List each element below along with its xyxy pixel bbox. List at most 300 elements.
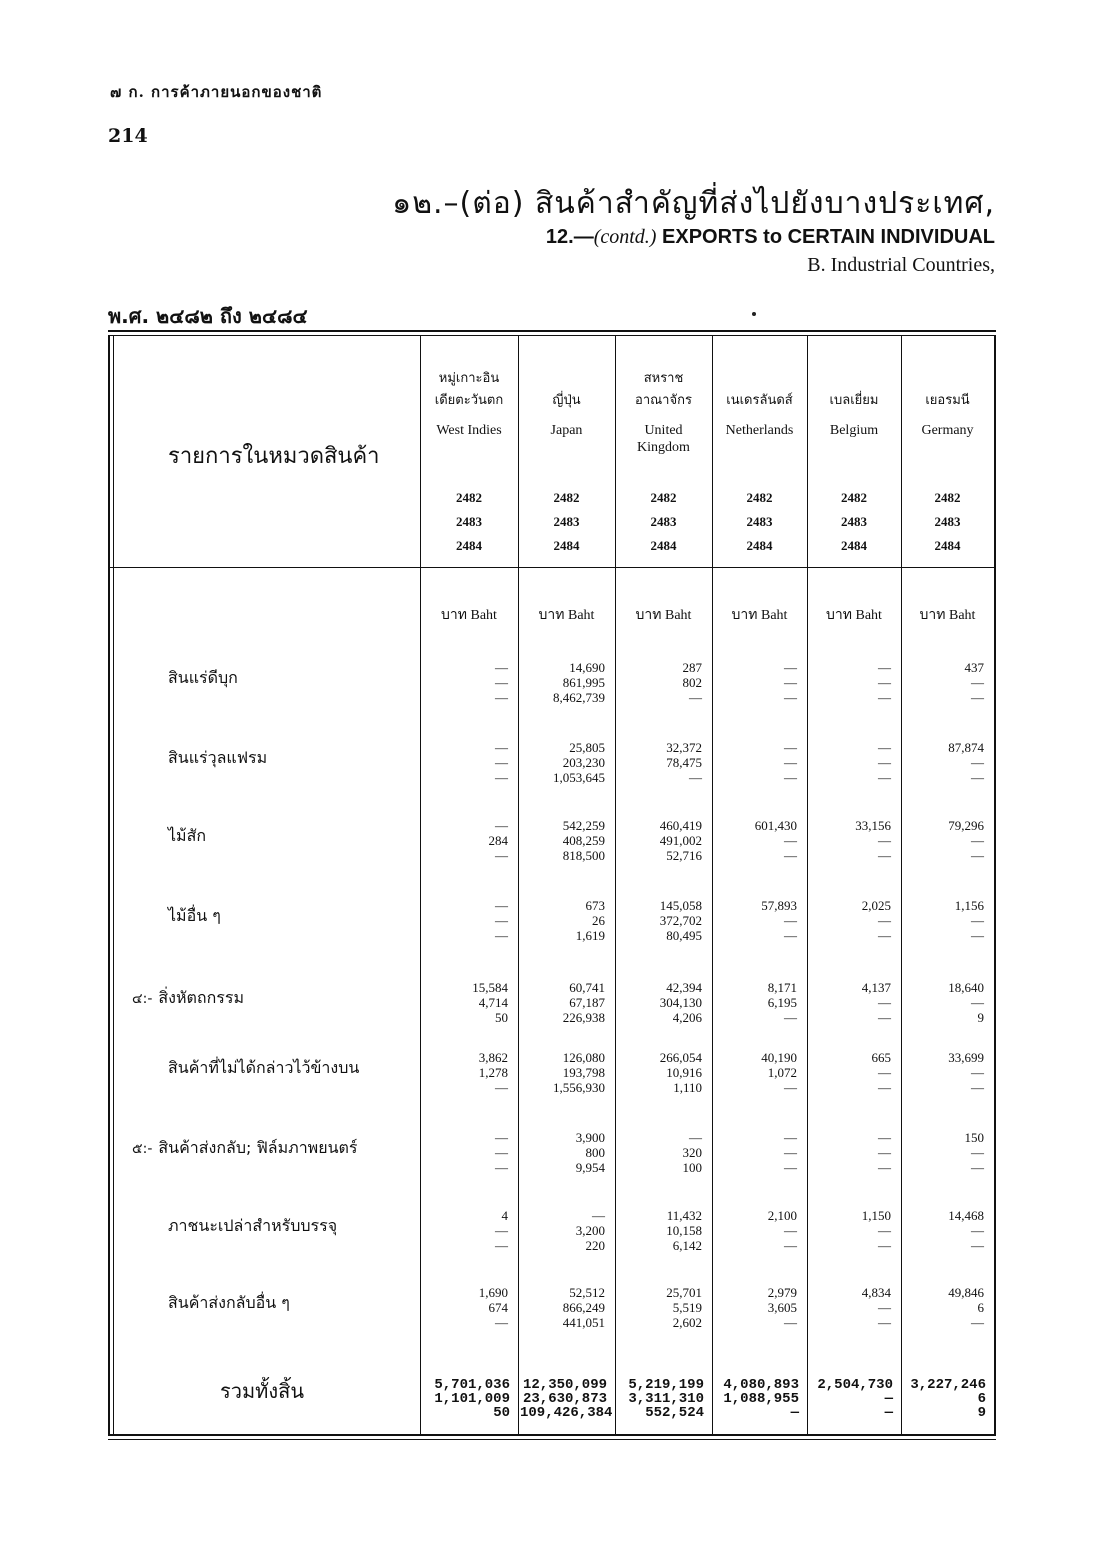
cell-value: 52,512 [569, 1285, 605, 1300]
data-cell [522, 1208, 605, 1253]
cell-value: 57,893 [761, 898, 797, 913]
table-left-rule-inner [113, 335, 114, 1435]
column-unit: บาท Baht [441, 608, 497, 623]
column-year: 2482 [746, 490, 773, 505]
row-label [168, 824, 206, 849]
column-year: 2484 [841, 538, 867, 553]
row-label [132, 1136, 358, 1161]
total-value: 50 [493, 1405, 510, 1421]
row-label-text: ไม้อื่น ๆ [168, 906, 221, 925]
data-cell [424, 1285, 508, 1330]
cell-value: 3,862 [478, 1050, 508, 1065]
data-cell [905, 1050, 984, 1095]
cell-value: 441,051 [562, 1315, 605, 1330]
column-header [518, 352, 615, 626]
cell-value: 491,002 [659, 833, 702, 848]
cell-value: — [878, 833, 891, 848]
column-unit: บาท Baht [635, 608, 692, 623]
column-year: 2482 [456, 490, 482, 505]
cell-value: 25,805 [569, 740, 605, 755]
cell-value: 6,195 [767, 995, 797, 1010]
cell-value: — [495, 675, 508, 690]
total-value: 3,227,246 [910, 1377, 986, 1393]
column-unit: บาท Baht [731, 608, 788, 623]
cell-value: 8,171 [767, 980, 797, 995]
data-cell [905, 660, 984, 705]
data-cell [424, 1130, 508, 1175]
data-cell [424, 1050, 508, 1095]
cell-value: — [878, 1065, 891, 1080]
cell-value: 14,690 [569, 660, 605, 675]
data-cell [716, 980, 797, 1025]
column-thai-line: เยอรมนี [925, 393, 970, 408]
cell-value: 1,110 [673, 1080, 702, 1095]
row-label [168, 904, 221, 929]
column-thai-name [901, 352, 994, 412]
total-value: 4,080,893 [723, 1377, 799, 1393]
column-year: 2483 [650, 514, 677, 529]
cell-value: 3,900 [575, 1130, 605, 1145]
row-label [168, 1056, 359, 1081]
column-thai-line: ญี่ปุ่น [552, 393, 581, 408]
title-eng-contd: (contd.) [593, 226, 657, 248]
cell-value: — [784, 1130, 797, 1145]
cell-value: 8,462,739 [553, 690, 605, 705]
cell-value: — [784, 755, 797, 770]
row-label [168, 666, 238, 691]
table-bottom-rule [108, 1434, 996, 1436]
cell-value: 26 [592, 913, 605, 928]
cell-value: — [495, 1160, 508, 1175]
cell-value: 15,584 [472, 980, 508, 995]
cell-value: — [784, 1080, 797, 1095]
data-cell [619, 1285, 702, 1330]
data-cell [905, 898, 984, 943]
table-top-rule [108, 330, 996, 332]
cell-value: 49,846 [948, 1285, 984, 1300]
cell-value: — [495, 690, 508, 705]
cell-value: — [971, 1065, 984, 1080]
cell-value: 2,025 [861, 898, 891, 913]
data-cell [522, 1285, 605, 1330]
column-years [420, 486, 518, 558]
column-years [712, 486, 807, 558]
row-code: ๔:- [132, 991, 153, 1007]
column-year: 2482 [650, 490, 677, 505]
cell-value: — [784, 1160, 797, 1175]
row-label [132, 986, 244, 1011]
column-thai-name [807, 352, 901, 412]
cell-value: — [784, 675, 797, 690]
cell-value: 542,259 [562, 818, 605, 833]
title-eng-prefix: 12.— [545, 226, 594, 248]
cell-value: 100 [682, 1160, 702, 1175]
data-cell [522, 818, 605, 863]
cell-value: 145,058 [659, 898, 702, 913]
cell-value: 5,519 [672, 1300, 702, 1315]
total-cell [617, 1378, 704, 1420]
cell-value: — [689, 690, 702, 705]
data-cell [811, 1208, 891, 1253]
data-cell [522, 1050, 605, 1095]
column-header [712, 352, 807, 626]
data-cell [905, 1208, 984, 1253]
column-thai-name [420, 352, 518, 412]
cell-value: 60,741 [569, 980, 605, 995]
cell-value: 460,419 [659, 818, 702, 833]
cell-value: 1,619 [575, 928, 605, 943]
data-cell [522, 898, 605, 943]
cell-value: — [495, 1223, 508, 1238]
cell-value: — [971, 675, 984, 690]
cell-value: — [971, 928, 984, 943]
total-cell [903, 1378, 986, 1420]
cell-value: — [495, 1080, 508, 1095]
cell-value: 78,475 [666, 755, 702, 770]
data-cell [716, 1285, 797, 1330]
cell-value: — [971, 995, 984, 1010]
cell-value: — [878, 1315, 891, 1330]
data-cell [716, 818, 797, 863]
total-value: 5,219,199 [628, 1377, 704, 1393]
row-label [168, 1291, 290, 1316]
row-label-text: สินค้าส่งกลับ; ฟิล์มภาพยนตร์ [158, 1138, 358, 1157]
total-value: 2,504,730 [817, 1377, 893, 1393]
cell-value: — [495, 913, 508, 928]
total-value: 109,426,384 [520, 1405, 613, 1421]
running-head: ๗ ก. การค้าภายนอกของชาติ [110, 83, 323, 101]
page-number: 214 [108, 125, 148, 147]
cell-value: — [784, 1223, 797, 1238]
cell-value: 203,230 [562, 755, 605, 770]
data-cell [716, 1208, 797, 1253]
cell-value: — [784, 1238, 797, 1253]
column-thai-name [712, 352, 807, 412]
cell-value: — [878, 1130, 891, 1145]
cell-value: 79,296 [948, 818, 984, 833]
stub-title: รายการในหมวดสินค้า [168, 444, 380, 469]
data-cell [811, 740, 891, 785]
column-thai-line: เนเดรลันดส์ [726, 393, 793, 408]
total-value: 1,101,009 [434, 1391, 510, 1407]
table-right-rule [994, 335, 996, 1435]
column-year: 2483 [553, 514, 580, 529]
row-label [168, 746, 267, 771]
column-thai-name [518, 352, 615, 412]
cell-value: — [495, 1130, 508, 1145]
cell-value: 320 [682, 1145, 702, 1160]
column-thai-line: เบลเยี่ยม [829, 393, 879, 408]
cell-value: — [878, 1145, 891, 1160]
cell-value: — [878, 690, 891, 705]
cell-value: — [784, 770, 797, 785]
cell-value: 866,249 [562, 1300, 605, 1315]
cell-value: 2,602 [672, 1315, 702, 1330]
data-cell [522, 740, 605, 785]
column-year: 2482 [553, 490, 580, 505]
cell-value: — [495, 1315, 508, 1330]
cell-value: — [878, 1010, 891, 1025]
cell-value: — [495, 660, 508, 675]
cell-value: 40,190 [761, 1050, 797, 1065]
cell-value: 14,468 [948, 1208, 984, 1223]
cell-value: — [971, 1145, 984, 1160]
cell-value: 42,394 [666, 980, 702, 995]
cell-value: — [784, 1010, 797, 1025]
cell-value: — [878, 770, 891, 785]
cell-value: — [784, 1315, 797, 1330]
total-value: 3,311,310 [628, 1391, 704, 1407]
cell-value: — [878, 913, 891, 928]
cell-value: 52,716 [666, 848, 702, 863]
column-year: 2482 [934, 490, 961, 505]
column-year: 2484 [456, 538, 482, 553]
data-cell [811, 660, 891, 705]
cell-value: 18,640 [948, 980, 984, 995]
cell-value: — [495, 928, 508, 943]
cell-value: — [971, 690, 984, 705]
column-unit: บาท Baht [826, 608, 882, 623]
total-value: — [790, 1405, 799, 1421]
total-value: 23,630,873 [522, 1391, 607, 1407]
cell-value: — [784, 690, 797, 705]
column-english-line: Belgium [829, 423, 879, 438]
cell-value: 287 [682, 660, 702, 675]
column-english-name [518, 422, 615, 456]
cell-value: 1,150 [861, 1208, 891, 1223]
row-label-text: สินค้าส่งกลับอื่น ๆ [168, 1293, 290, 1312]
column-year: 2482 [841, 490, 867, 505]
cell-value: — [495, 1238, 508, 1253]
cell-value: 9 [977, 1010, 984, 1025]
column-english-line: Japan [550, 423, 583, 438]
cell-value: — [971, 848, 984, 863]
cell-value: — [495, 848, 508, 863]
row-label-text: สินแร่วุลแฟรม [168, 748, 268, 767]
total-value: 9 [977, 1405, 986, 1421]
cell-value: — [878, 1238, 891, 1253]
data-cell [619, 1208, 702, 1253]
column-header [807, 352, 901, 626]
cell-value: 87,874 [948, 740, 984, 755]
data-cell [619, 660, 702, 705]
column-thai-line: อาณาจักร [635, 393, 692, 408]
cell-value: — [784, 833, 797, 848]
cell-value: 126,080 [562, 1050, 605, 1065]
row-label-text: สินค้าที่ไม่ได้กล่าวไว้ข้างบน [168, 1058, 360, 1077]
row-label-text: สินแร่ดีบุก [168, 668, 238, 687]
total-value: 1,088,955 [723, 1391, 799, 1407]
cell-value: — [784, 740, 797, 755]
column-year: 2484 [746, 538, 773, 553]
data-cell [811, 1050, 891, 1095]
data-cell [905, 980, 984, 1025]
column-english-line: Kingdom [637, 440, 690, 455]
table-top-rule-inner [108, 335, 996, 336]
total-label: รวมทั้งสิ้น [220, 1379, 304, 1403]
column-year: 2483 [934, 514, 961, 529]
data-cell [716, 1050, 797, 1095]
cell-value: — [878, 675, 891, 690]
data-cell [424, 1208, 508, 1253]
cell-value: — [971, 1080, 984, 1095]
cell-value: — [971, 1223, 984, 1238]
data-cell [424, 740, 508, 785]
data-cell [811, 1285, 891, 1330]
cell-value: — [878, 1300, 891, 1315]
cell-value: — [495, 1145, 508, 1160]
title-thai: ๑๒.–(ต่อ) สินค้าสำคัญที่ส่งไปยังบางประเทศ, [392, 186, 995, 221]
cell-value: — [878, 995, 891, 1010]
data-cell [522, 1130, 605, 1175]
cell-value: — [592, 1208, 605, 1223]
cell-value: — [784, 928, 797, 943]
total-cell [714, 1378, 799, 1420]
cell-value: 9,954 [575, 1160, 605, 1175]
cell-value: — [971, 1315, 984, 1330]
data-cell [905, 1285, 984, 1330]
column-unit: บาท Baht [919, 608, 976, 623]
cell-value: — [878, 1080, 891, 1095]
data-cell [424, 980, 508, 1025]
cell-value: — [495, 740, 508, 755]
data-cell [424, 818, 508, 863]
total-value: 6 [977, 1391, 986, 1407]
data-cell [811, 980, 891, 1025]
column-thai-line: สหราช [643, 371, 684, 386]
column-thai-line: หมู่เกาะอิน [438, 371, 500, 386]
column-english-line: United [644, 423, 683, 438]
column-unit: บาท Baht [538, 608, 595, 623]
table-bottom-rule-inner [108, 1439, 996, 1440]
cell-value: 4,714 [478, 995, 508, 1010]
column-year: 2484 [553, 538, 580, 553]
cell-value: 673 [585, 898, 605, 913]
cell-value: — [971, 770, 984, 785]
cell-value: — [878, 928, 891, 943]
cell-value: 818,500 [562, 848, 605, 863]
cell-value: 601,430 [754, 818, 797, 833]
data-cell [811, 898, 891, 943]
cell-value: — [689, 770, 702, 785]
column-year: 2484 [934, 538, 961, 553]
cell-value: 193,798 [562, 1065, 605, 1080]
column-year: 2483 [456, 514, 482, 529]
column-years [807, 486, 901, 558]
cell-value: 1,278 [478, 1065, 508, 1080]
cell-value: 150 [964, 1130, 984, 1145]
data-cell [619, 1050, 702, 1095]
cell-value: 226,938 [562, 1010, 605, 1025]
cell-value: — [495, 770, 508, 785]
cell-value: 800 [585, 1145, 605, 1160]
cell-value: — [689, 1130, 702, 1145]
data-cell [424, 660, 508, 705]
data-cell [619, 740, 702, 785]
column-thai-line: เดียตะวันตก [434, 393, 504, 408]
cell-value: — [495, 898, 508, 913]
total-value: — [884, 1405, 893, 1421]
row-label-text: ภาชนะเปล่าสำหรับบรรจุ [168, 1216, 338, 1235]
cell-value: — [784, 660, 797, 675]
column-header [615, 352, 712, 626]
cell-value: 665 [871, 1050, 891, 1065]
cell-value: 6,142 [672, 1238, 702, 1253]
cell-value: — [971, 913, 984, 928]
data-cell [905, 818, 984, 863]
cell-value: 1,156 [954, 898, 984, 913]
column-english-name [420, 422, 518, 456]
cell-value: 1,053,645 [553, 770, 605, 785]
cell-value: 2,100 [767, 1208, 797, 1223]
total-cell [809, 1378, 893, 1420]
cell-value: 4,834 [861, 1285, 891, 1300]
cell-value: 50 [495, 1010, 508, 1025]
cell-value: — [495, 755, 508, 770]
row-label [168, 1214, 337, 1239]
column-english-line: Netherlands [725, 423, 794, 438]
column-thai-name [615, 352, 712, 412]
column-english-line: West Indies [436, 423, 502, 438]
title-english [546, 226, 995, 249]
data-cell [619, 980, 702, 1025]
total-value: 5,701,036 [434, 1377, 510, 1393]
cell-value: 4 [501, 1208, 508, 1223]
data-cell [619, 818, 702, 863]
column-english-name [712, 422, 807, 456]
cell-value: — [784, 848, 797, 863]
cell-value: 802 [682, 675, 702, 690]
data-cell [522, 980, 605, 1025]
cell-value: 408,259 [562, 833, 605, 848]
cell-value: 372,702 [659, 913, 702, 928]
cell-value: 10,158 [666, 1223, 702, 1238]
cell-value: 33,156 [855, 818, 891, 833]
cell-value: 437 [964, 660, 984, 675]
column-year: 2483 [746, 514, 773, 529]
column-header [420, 352, 518, 626]
column-english-name [901, 422, 994, 456]
cell-value: 11,432 [666, 1208, 702, 1223]
cell-value: 220 [585, 1238, 605, 1253]
column-year: 2484 [650, 538, 677, 553]
cell-value: — [971, 1238, 984, 1253]
data-cell [619, 1130, 702, 1175]
cell-value: 266,054 [659, 1050, 702, 1065]
column-year: 2483 [841, 514, 867, 529]
table-left-rule [108, 335, 110, 1435]
column-english-name [807, 422, 901, 456]
cell-value: 284 [488, 833, 508, 848]
cell-value: — [878, 755, 891, 770]
cell-value: — [878, 848, 891, 863]
title-english-line2: B. Industrial Countries, [807, 254, 995, 276]
cell-value: 1,556,930 [553, 1080, 605, 1095]
cell-value: — [971, 1160, 984, 1175]
cell-value: — [971, 833, 984, 848]
cell-value: 67,187 [569, 995, 605, 1010]
cell-value: — [878, 740, 891, 755]
cell-value: — [784, 1145, 797, 1160]
cell-value: 4,137 [861, 980, 891, 995]
cell-value: — [878, 660, 891, 675]
data-cell [716, 1130, 797, 1175]
cell-value: — [878, 1160, 891, 1175]
cell-value: 33,699 [948, 1050, 984, 1065]
cell-value: 2,979 [767, 1285, 797, 1300]
cell-value: 3,200 [575, 1223, 605, 1238]
total-cell [422, 1378, 510, 1420]
